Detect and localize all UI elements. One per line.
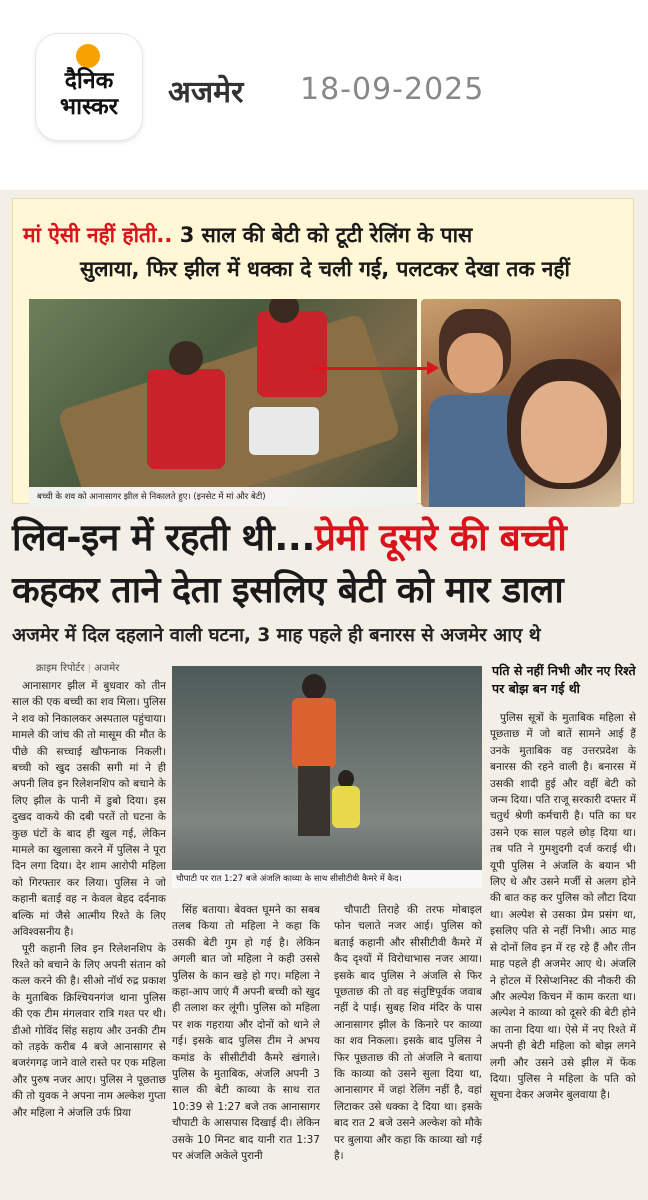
column-paragraph: पूरी कहानी लिव इन रिलेशनशिप के रिश्ते को बचाने के लिए अपनी संतान को कत्ल करने की है। सीओ नॉर्थ रुद्र प्रकाश के मुताबिक क्रिश्चियनगंज थाना पुलिस की एक टीम मंगलवार रात्रि गश्त पर थी। डीओ गोविंद सिंह सहाय और उनकी टीम को तड़के करीब 4 बजे आनासागर से बजरंगगढ़ जाने वाले रास्ते पर एक महिला और पुरुष नजर आए। पुलिस ने पूछताछ की तो युवक ने अपना नाम अल्केश गुप्ता और महिला ने अंजलि उर्फ प्रिया	[12, 942, 166, 1119]
child-figure	[332, 786, 360, 828]
child-face	[447, 333, 503, 393]
teaser-black-text: 3 साल की बेटी को टूटी रेलिंग के पास	[172, 223, 473, 247]
dainik-bhaskar-logo[interactable]	[36, 34, 142, 140]
headline-line1	[12, 510, 636, 564]
logo-line1: दैनिक	[64, 68, 114, 94]
article-column-3	[334, 902, 482, 1198]
rescuer-figure	[257, 311, 327, 397]
rescuer-head	[169, 341, 203, 375]
cloth-shape	[249, 407, 319, 455]
edition-city[interactable]: अजमेर	[168, 75, 244, 110]
boat-shape	[57, 313, 402, 507]
byline-reporter: क्राइम रिपोर्टर	[36, 663, 85, 674]
arrow-line	[313, 367, 433, 370]
woman-head	[302, 674, 326, 700]
article-column-1	[12, 678, 166, 1198]
arrow-right-icon	[427, 361, 439, 375]
side-story-column	[490, 710, 636, 1198]
headline-black: लिव-इन में रहती थी...	[12, 516, 315, 559]
teaser-red-text: मां ऐसी नहीं होती..	[23, 223, 173, 247]
cctv-caption: चौपाटी पर रात 1:27 बजे अंजलि काव्या के साथ सीसीटीवी कैमरे में कैद।	[172, 870, 482, 888]
photo-caption: बच्ची के शव को आनासागर झील से निकालते हुए। (इनसेट में मां और बेटी)	[29, 487, 417, 507]
teaser-box	[12, 198, 634, 504]
column-paragraph: सिंह बताया। बेवक्त घूमने का सबब तलब किया तो महिला ने कहा कि उसकी बेटी गुम हो गई है। लेकिन अगली बात जो महिला ने कही उससे पुलिस के कान खड़े हो गए। महिला ने कहा-आप जाएं मैं अपनी बच्ची को खुद ही तलाश कर लूंगी। पुलिस को महिला पर शक गहराया और दोनों को थाने ले गई। इसके बाद पुलिस टीम ने अभय कमांड के सीसीटीवी कैमरे खंगाले। पुलिस के मुताबिक, अंजलि अपनी 3 साल की बेटी काव्या के साथ रात 10:39 से 1:27 बजे तक आनासागर चौपाटी के आसपास दिखाई दी। लेकिन उसके 10 मिनट बाद यानी रात 1:37 पर अंजलि अकेले पुरानी	[172, 904, 320, 1163]
side-story-heading: पति से नहीं निभी और नए रिश्ते पर बोझ बन गई थी	[492, 663, 636, 696]
rescuer-figure	[147, 369, 225, 469]
cctv-photo	[172, 666, 482, 888]
subheadline: अजमेर में दिल दहलाने वाली घटना, 3 माह पहले ही बनारस से अजमेर आए थे	[12, 625, 541, 646]
app-header	[0, 0, 648, 190]
woman-legs	[298, 766, 330, 836]
edition-date[interactable]: 18-09-2025	[300, 72, 485, 107]
mother-daughter-photo	[421, 299, 621, 507]
byline-separator: |	[84, 663, 95, 674]
mother-face	[521, 381, 607, 483]
epaper-page[interactable]	[0, 190, 648, 1200]
byline-city: अजमेर	[94, 663, 120, 674]
headline-red: प्रेमी दूसरे की बच्ची	[314, 516, 567, 559]
article-column-2	[172, 902, 320, 1198]
column-paragraph: चौपाटी तिराहे की तरफ मोबाइल फोन चलाते नजर आई। पुलिस को बताई कहानी और सीसीटीवी कैमरे में कैद दृश्यों में विरोधाभास नजर आया। इसके बाद पुलिस ने अंजलि से फिर पूछताछ की तो वह संतुष्टिपूर्वक जवाब नहीं दे पाई। सुबह शिव मंदिर के पास आनासागर झील के किनारे पर काव्या का शव निकला। इसके बाद पुलिस ने फिर पूछताछ की तो अंजलि ने बताया कि काव्या को उसने सुला दिया था, आनासागर में जहां रेलिंग नहीं है, वहां लिटाकर उसे धक्का दे दिया था। इसके बाद रात 2 बजे उसने अल्केश को मौके पर बुलाया और कहा कि काव्या खो गई है।	[334, 904, 482, 1163]
column-paragraph: पुलिस सूत्रों के मुताबिक महिला से पूछताछ में जो बातें सामने आई हैं उनके मुताबिक वह उत्तरप्रदेश के बनारस की रहने वाली है। बनारस में उसकी शादी हुई और वहीं बेटी को जन्म दिया। पति राजू सरकारी दफ्तर में चतुर्थ श्रेणी कर्मचारी है। पति का घर उसने एक साल पहले छोड़ दिया था। तब पति ने गुमशुदगी दर्ज कराई थी। यूपी पुलिस ने अंजलि के बयान भी लिए थे और उसने मर्जी से अलग होने की बात कह कर पुलिस को लौटा दिया था। अल्पेश से उसका प्रेम प्रसंग था, इसलिए पति से नहीं निभी। आठ माह से दोनों लिव इन में रह रहे हैं और तीन माह पहले ही अजमेर आए थे। अंजलि ने होटल में रिसेप्शनिस्ट की नौकरी की और अल्पेश किचन में काम करता था। अल्पेश ने काव्या को दूसरे की बेटी होने का ताना दिया था। ऐसे में नए रिश्ते में अपनी ही बेटी महिला को बोझ लगने लगी और उसने उसे झील में फेंक दिया। पुलिस ने महिला के पति को सूचना देकर अजमेर बुलवाया है।	[490, 712, 636, 1102]
teaser-line1	[23, 221, 627, 249]
column-paragraph: आनासागर झील में बुधवार को तीन साल की एक बच्ची का शव मिला। पुलिस ने शव को निकालकर अस्पताल पहुंचाया। मामले की जांच की तो मासूम की मौत के पीछे की सच्चाई खौफनाक निकली। बच्ची को खुद उसकी सगी मां ने ही अपनी लिव इन रिलेशनशिप को बचाने के लिए झील के पानी में डुबो दिया। इस दुखद वाकये की दबी परतें तो घटना के कुछ घंटों के बाद ही खुल गई, लेकिन मामले का खुलासा करने में पुलिस ने पूरा दिन लगा दिया। देर शाम आरोपी महिला को गिरफ्तार कर लिया। पुलिस ने जो कहानी बताई वह न केवल बेहद दर्दनाक बल्कि मां जैसे आत्मीय रिश्ते के लिए अविश्वसनीय है।	[12, 680, 166, 939]
woman-figure	[292, 698, 336, 768]
logo-line2: भास्कर	[59, 94, 119, 120]
teaser-line2: सुलाया, फिर झील में धक्का दे चली गई, पलटकर देखा तक नहीं	[80, 257, 570, 281]
sun-icon	[76, 44, 100, 68]
rescue-photo	[29, 299, 417, 507]
headline-line2: कहकर ताने देता इसलिए बेटी को मार डाला	[12, 570, 564, 611]
byline	[36, 660, 119, 674]
